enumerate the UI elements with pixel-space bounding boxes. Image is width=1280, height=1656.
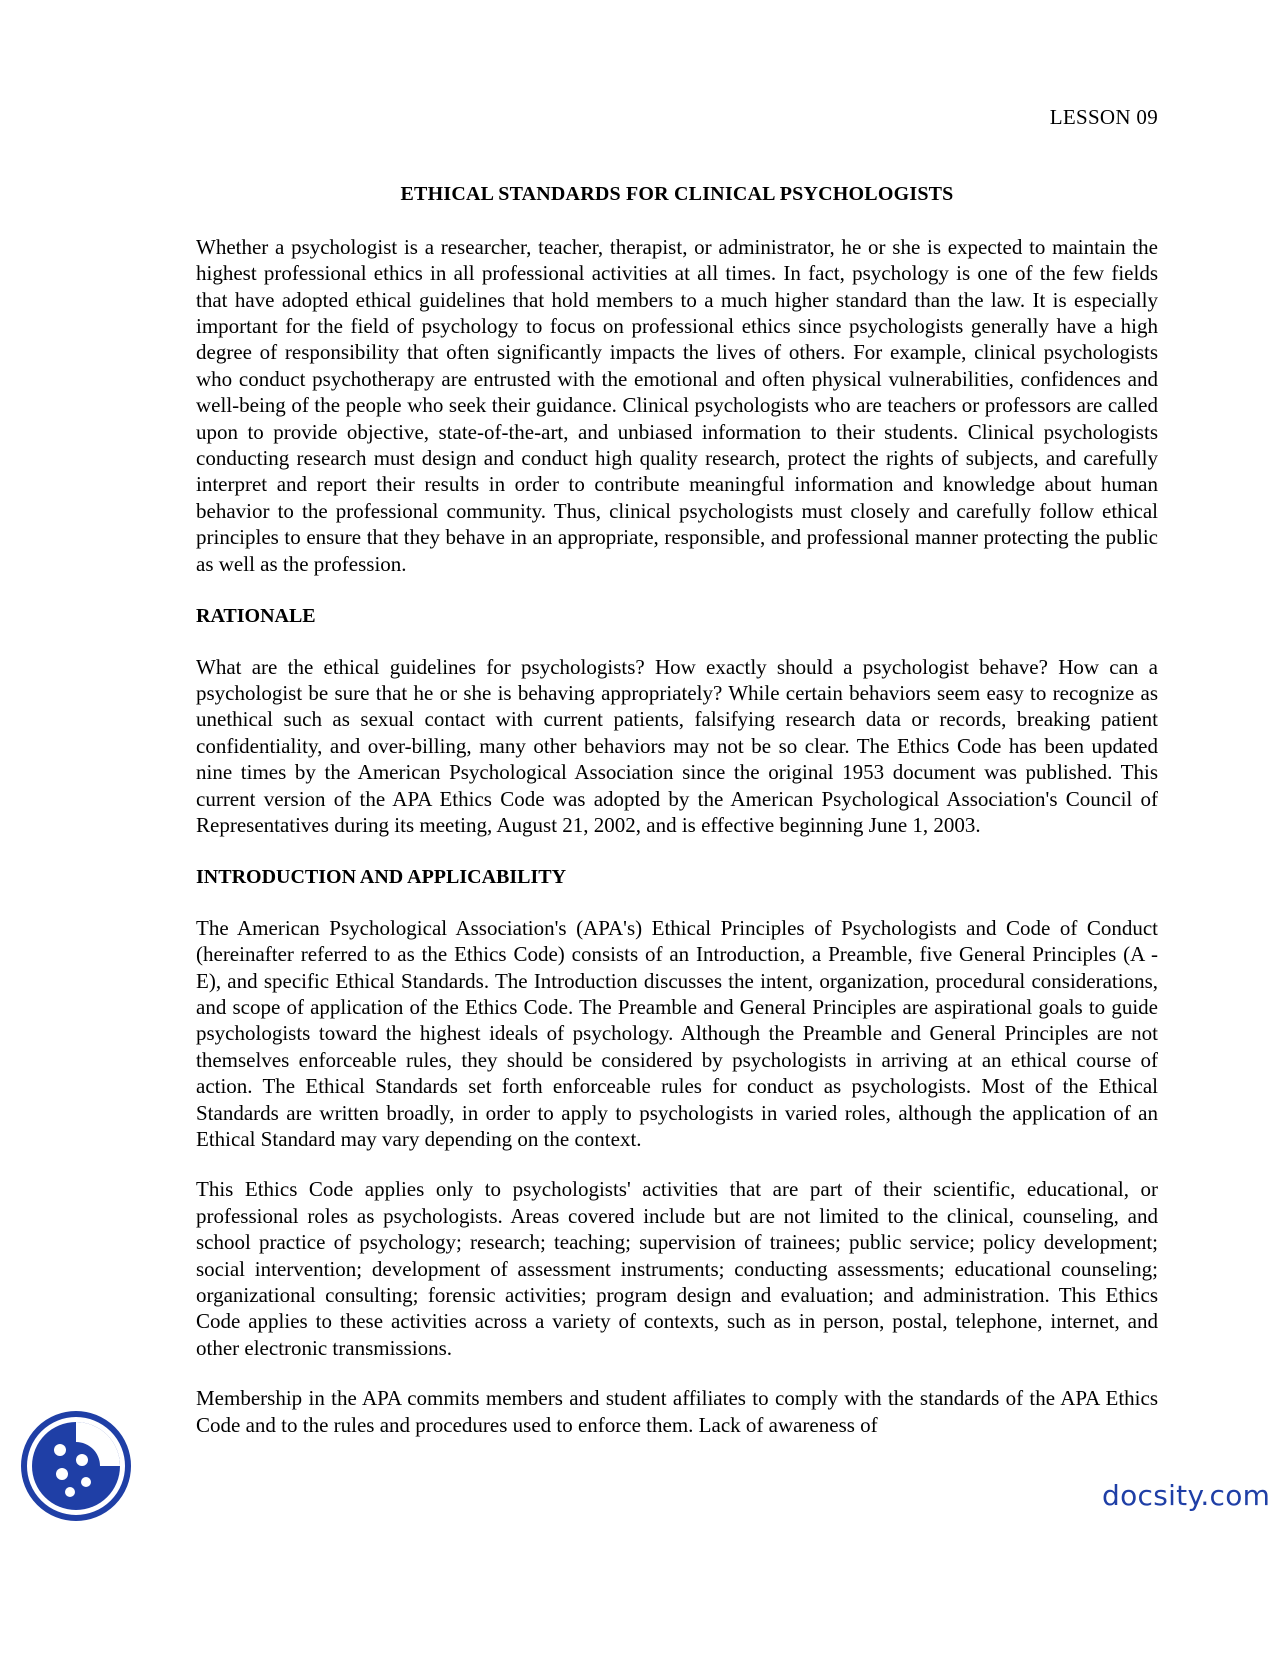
intro-paragraph: Whether a psychologist is a researcher, teacher, therapist, or administrator, he or she is expected to maintain the highest professional ethics in all professional activities at all times. In fact, psychology is one of the few fields that have adopted ethical guidelines that hold members to a much higher standard than the law. It is especially important for the field of psychology to focus on professional ethics since psychologists generally have a high degree of responsibility that often significantly impacts the lives of others. For example, clinical psychologists who conduct psychotherapy are entrusted with the emotional and often physical vulnerabilities, confidences and well-being of the people who seek their guidance. Clinical psychologists who are teachers or professors are called upon to provide objective, state-of-the-art, and unbiased information to their students. Clinical psychologists conducting research must design and conduct high quality research, protect the rights of subjects, and carefully interpret and report their results in order to contribute meaningful information and knowledge about human behavior to the professional community. Thus, clinical psychologists must closely and carefully follow ethical principles to ensure that they behave in an appropriate, responsible, and professional manner protecting the public as well as the profession. — [196, 234, 1158, 576]
section-heading-introduction: INTRODUCTION AND APPLICABILITY — [196, 866, 567, 889]
document-title: ETHICAL STANDARDS FOR CLINICAL PSYCHOLOGISTS — [400, 183, 954, 206]
lesson-label: LESSON 09 — [1049, 105, 1158, 129]
section-heading-rationale: RATIONALE — [196, 605, 316, 628]
docsity-brand-text: docsity.com — [1102, 1479, 1271, 1512]
rationale-paragraph: What are the ethical guidelines for psychologists? How exactly should a psychologist behave? How can a psychologist be sure that he or she is behaving appropriately? While certain behaviors seem easy to recognize as unethical such as sexual contact with current patients, falsifying research data or records, breaking patient confidentiality, and over-billing, many other behaviors may not be so clear. The Ethics Code has been updated nine times by the American Psychological Association since the original 1953 document was published. This current version of the APA Ethics Code was adopted by the American Psychological Association's Council of Representatives during its meeting, August 21, 2002, and is effective beginning June 1, 2003. — [196, 654, 1158, 837]
introduction-paragraph-1: The American Psychological Association's (APA's) Ethical Principles of Psychologists and Code of Conduct (hereinafter referred to as the Ethics Code) consists of an Introduction, a Preamble, five General Principles (A - E), and specific Ethical Standards. The Introduction discusses the intent, organization, procedural considerations, and scope of application of the Ethics Code. The Preamble and General Principles are aspirational goals to guide psychologists toward the highest ideals of psychology. Although the Preamble and General Principles are not themselves enforceable rules, they should be considered by psychologists in arriving at an ethical course of action. The Ethical Standards set forth enforceable rules for conduct as psychologists. Most of the Ethical Standards are written broadly, in order to apply to psychologists in varied roles, although the application of an Ethical Standard may vary depending on the context. — [196, 915, 1158, 1151]
introduction-paragraph-2: This Ethics Code applies only to psychologists' activities that are part of their scientific, educational, or professional roles as psychologists. Areas covered include but are not limited to the clinical, counseling, and school practice of psychology; research; teaching; supervision of trainees; public service; policy development; social intervention; development of assessment instruments; conducting assessments; educational counseling; organizational consulting; forensic activities; program design and evaluation; and administration. This Ethics Code applies to these activities across a variety of contexts, such as in person, postal, telephone, internet, and other electronic transmissions. — [196, 1177, 1158, 1360]
docsity-seal-icon — [20, 1410, 132, 1522]
introduction-paragraph-3: Membership in the APA commits members and student affiliates to comply with the standards of the APA Ethics Code and to the rules and procedures used to enforce them. Lack of awareness of — [196, 1386, 1158, 1437]
page-content — [196, 104, 1158, 1438]
